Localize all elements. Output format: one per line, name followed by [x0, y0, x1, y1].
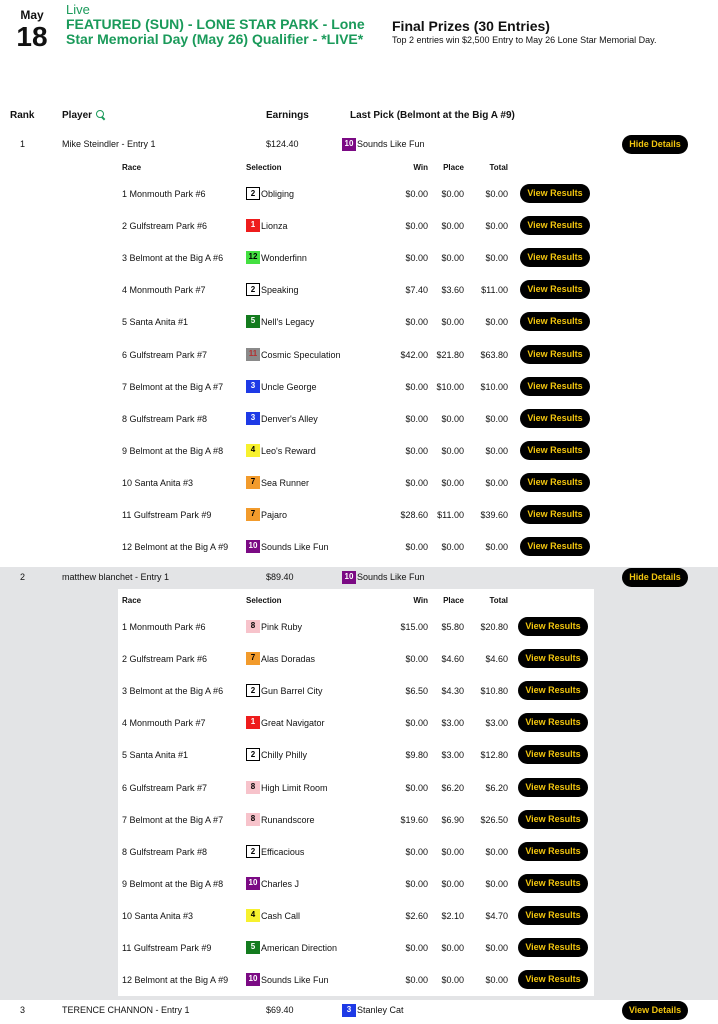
- race-name: 3 Belmont at the Big A #6: [122, 686, 224, 697]
- race-row: [118, 739, 594, 771]
- place-amount: $0.00: [441, 317, 464, 328]
- win-amount: $7.40: [405, 285, 428, 296]
- event-title: FEATURED (SUN) - LONE STAR PARK - Lone Star Memorial Day (May 26) Qualifier - *LIVE*: [66, 16, 365, 47]
- place-column-header: Place: [443, 163, 464, 172]
- selection-horse: Sounds Like Fun: [261, 975, 329, 986]
- program-number-badge: 2: [246, 845, 260, 858]
- win-amount: $0.00: [405, 221, 428, 232]
- prize-title: Final Prizes (30 Entries): [392, 18, 550, 34]
- program-number-badge: 8: [246, 813, 260, 826]
- race-name: 2 Gulfstream Park #6: [122, 654, 208, 665]
- program-number-badge: 10: [246, 973, 260, 986]
- selection-horse: High Limit Room: [261, 782, 328, 793]
- win-amount: $0.00: [405, 253, 428, 264]
- program-number-badge: 12: [246, 251, 260, 264]
- player-earnings: $69.40: [266, 1005, 294, 1015]
- place-amount: $4.60: [441, 654, 464, 665]
- program-number-badge: 7: [246, 652, 260, 665]
- view-results-button[interactable]: View Results: [518, 874, 588, 893]
- race-row: [118, 210, 594, 242]
- toggle-details-button[interactable]: Hide Details: [622, 568, 688, 587]
- prize-info: [392, 18, 712, 45]
- race-name: 9 Belmont at the Big A #8: [122, 445, 224, 456]
- selection-horse: Speaking: [261, 285, 299, 296]
- program-number-badge: 4: [246, 444, 260, 457]
- event-info: [66, 2, 366, 47]
- place-amount: $3.00: [441, 750, 464, 761]
- program-number-badge: 10: [246, 877, 260, 890]
- view-results-button[interactable]: View Results: [518, 842, 588, 861]
- win-amount: $2.60: [405, 910, 428, 921]
- player-row: [0, 1000, 718, 1022]
- view-results-button[interactable]: View Results: [518, 745, 588, 764]
- total-column-header: Total: [489, 596, 508, 605]
- win-amount: $0.00: [405, 542, 428, 553]
- last-pick-horse: Sounds Like Fun: [357, 138, 425, 149]
- player-name: matthew blanchet - Entry 1: [62, 572, 170, 582]
- win-amount: $0.00: [405, 477, 428, 488]
- race-column-header: Race: [122, 163, 142, 172]
- race-name: 11 Gulfstream Park #9: [122, 510, 212, 520]
- place-amount: $3.00: [441, 718, 464, 729]
- place-column-header: Place: [443, 596, 464, 605]
- rank-column-header: Rank: [10, 110, 35, 121]
- selection-horse: Lionza: [261, 221, 288, 232]
- place-amount: $0.00: [441, 413, 464, 424]
- selection-horse: Charles J: [261, 878, 300, 889]
- view-results-button[interactable]: View Results: [520, 377, 590, 396]
- event-status: Live: [66, 2, 90, 17]
- race-row: [118, 178, 594, 210]
- event-date: [10, 8, 54, 51]
- program-number-badge: 10: [246, 540, 260, 553]
- last-pick-column-header: Last Pick (Belmont at the Big A #9): [350, 110, 515, 121]
- details-header: [118, 589, 594, 611]
- total-amount: $12.80: [480, 750, 508, 761]
- selection-horse: Uncle George: [261, 381, 317, 392]
- last-pick: [342, 1004, 404, 1017]
- view-results-button[interactable]: View Results: [520, 216, 590, 235]
- player-row: [0, 134, 718, 156]
- details-header: [118, 156, 594, 178]
- total-amount: $0.00: [485, 975, 508, 986]
- total-amount: $20.80: [480, 622, 508, 632]
- win-amount: $0.00: [405, 654, 428, 665]
- win-amount: $0.00: [405, 189, 428, 199]
- player-rank: 2: [20, 572, 26, 582]
- race-row: [118, 403, 594, 435]
- place-amount: $2.10: [441, 910, 464, 921]
- race-name: 7 Belmont at the Big A #7: [122, 814, 224, 825]
- race-name: 10 Santa Anita #3: [122, 910, 194, 921]
- selection-horse: Chilly Philly: [261, 750, 308, 761]
- player-column-label: Player: [62, 110, 93, 121]
- place-amount: $0.00: [441, 477, 464, 488]
- total-column-header: Total: [489, 163, 508, 172]
- prize-description: Top 2 entries win $2,500 Entry to May 26 Lone Star Memorial Day.: [392, 35, 657, 45]
- place-amount: $3.60: [441, 285, 464, 296]
- player-row: [0, 567, 718, 589]
- race-row: [118, 371, 594, 403]
- race-name: 8 Gulfstream Park #8: [122, 413, 208, 424]
- win-amount: $6.50: [405, 686, 428, 697]
- race-row: [118, 467, 594, 499]
- win-amount: $0.00: [405, 846, 428, 857]
- total-amount: $10.00: [480, 381, 508, 392]
- place-amount: $0.00: [441, 189, 464, 199]
- place-amount: $0.00: [441, 253, 464, 264]
- program-number-badge: 10: [342, 138, 356, 151]
- leaderboard-header: [0, 110, 718, 126]
- win-amount: $0.00: [405, 445, 428, 456]
- race-row: [118, 339, 594, 371]
- win-amount: $0.00: [405, 718, 428, 729]
- player-earnings: $89.40: [266, 572, 294, 582]
- selection-horse: Leo's Reward: [261, 445, 316, 456]
- race-name: 6 Gulfstream Park #7: [122, 349, 208, 360]
- view-results-button[interactable]: View Results: [518, 778, 588, 797]
- place-amount: $0.00: [441, 846, 464, 857]
- view-results-button[interactable]: View Results: [518, 906, 588, 925]
- total-amount: $0.00: [485, 846, 508, 857]
- total-amount: $0.00: [485, 189, 508, 199]
- total-amount: $63.80: [480, 349, 508, 360]
- race-name: 3 Belmont at the Big A #6: [122, 253, 224, 264]
- selection-horse: Denver's Alley: [261, 413, 318, 424]
- program-number-badge: 5: [246, 315, 260, 328]
- view-results-button[interactable]: View Results: [520, 537, 590, 556]
- player-rank: 3: [20, 1005, 26, 1015]
- win-amount: $42.00: [400, 349, 428, 360]
- win-column-header: Win: [413, 596, 428, 605]
- player-entry: [0, 567, 718, 1000]
- program-number-badge: 5: [246, 941, 260, 954]
- player-name: TERENCE CHANNON - Entry 1: [62, 1005, 190, 1015]
- selection-column-header: Selection: [246, 163, 282, 172]
- total-amount: $0.00: [485, 542, 508, 553]
- race-row: [118, 707, 594, 739]
- program-number-badge: 8: [246, 620, 260, 633]
- program-number-badge: 1: [246, 219, 260, 232]
- race-row: [118, 531, 594, 563]
- view-results-button[interactable]: View Results: [518, 649, 588, 668]
- place-amount: $5.80: [441, 622, 464, 632]
- place-amount: $0.00: [441, 445, 464, 456]
- player-entry: [0, 134, 718, 567]
- program-number-badge: 1: [246, 716, 260, 729]
- view-results-button[interactable]: View Results: [520, 345, 590, 364]
- race-name: 6 Gulfstream Park #7: [122, 782, 208, 793]
- race-row: [118, 772, 594, 804]
- toggle-details-button[interactable]: Hide Details: [622, 135, 688, 154]
- view-results-button[interactable]: View Results: [520, 312, 590, 331]
- total-amount: $4.60: [485, 654, 508, 665]
- view-results-button[interactable]: View Results: [518, 970, 588, 989]
- race-name: 9 Belmont at the Big A #8: [122, 878, 224, 889]
- race-row: [118, 274, 594, 306]
- program-number-badge: 3: [246, 380, 260, 393]
- race-row: [118, 643, 594, 675]
- view-results-button[interactable]: View Results: [518, 681, 588, 700]
- selection-horse: Runandscore: [261, 814, 315, 825]
- selection-horse: Sounds Like Fun: [261, 542, 329, 553]
- race-name: 8 Gulfstream Park #8: [122, 846, 208, 857]
- entry-details-panel: [118, 589, 594, 996]
- total-amount: $39.60: [480, 510, 508, 520]
- event-month: May: [20, 8, 44, 22]
- place-amount: $11.00: [437, 510, 464, 520]
- win-amount: $15.00: [400, 622, 428, 632]
- race-row: [118, 675, 594, 707]
- selection-horse: Pajaro: [261, 510, 288, 520]
- win-column-header: Win: [413, 163, 428, 172]
- total-amount: $0.00: [485, 878, 508, 889]
- program-number-badge: 7: [246, 476, 260, 489]
- program-number-badge: 3: [342, 1004, 356, 1017]
- total-amount: $0.00: [485, 413, 508, 424]
- program-number-badge: 2: [246, 283, 260, 296]
- place-amount: $10.00: [436, 381, 464, 392]
- total-amount: $26.50: [480, 814, 508, 825]
- selection-horse: Sea Runner: [261, 477, 310, 488]
- view-results-button[interactable]: View Results: [520, 184, 590, 203]
- total-amount: $0.00: [485, 317, 508, 328]
- race-name: 10 Santa Anita #3: [122, 477, 194, 488]
- total-amount: $0.00: [485, 943, 508, 953]
- selection-horse: Nell's Legacy: [261, 317, 315, 328]
- place-amount: $6.90: [441, 814, 464, 825]
- total-amount: $6.20: [485, 782, 508, 793]
- program-number-badge: 2: [246, 684, 260, 697]
- race-row: [118, 242, 594, 274]
- view-results-button[interactable]: View Results: [518, 810, 588, 829]
- event-header: [0, 0, 718, 70]
- player-entry: [0, 1000, 718, 1024]
- view-results-button[interactable]: View Results: [520, 441, 590, 460]
- selection-horse: Wonderfinn: [261, 253, 307, 264]
- search-icon[interactable]: [96, 110, 106, 120]
- view-results-button[interactable]: View Results: [518, 617, 588, 636]
- race-column-header: Race: [122, 596, 142, 605]
- win-amount: $0.00: [405, 943, 428, 953]
- race-name: 4 Monmouth Park #7: [122, 285, 206, 296]
- view-results-button[interactable]: View Results: [520, 505, 590, 524]
- race-name: 1 Monmouth Park #6: [122, 189, 206, 199]
- program-number-badge: 10: [342, 571, 356, 584]
- total-amount: $10.80: [480, 686, 508, 697]
- place-amount: $0.00: [441, 975, 464, 986]
- program-number-badge: 7: [246, 508, 260, 521]
- race-row: [118, 964, 594, 996]
- race-row: [118, 804, 594, 836]
- place-amount: $21.80: [436, 349, 464, 360]
- place-amount: $0.00: [441, 542, 464, 553]
- race-row: [118, 306, 594, 338]
- last-pick: [342, 571, 425, 584]
- player-column-header: [62, 110, 92, 121]
- view-results-button[interactable]: View Results: [520, 280, 590, 299]
- place-amount: $0.00: [441, 878, 464, 889]
- total-amount: $11.00: [481, 285, 508, 296]
- earnings-column-header: Earnings: [266, 110, 309, 121]
- race-row: [118, 836, 594, 868]
- view-results-button[interactable]: View Results: [518, 713, 588, 732]
- selection-horse: Great Navigator: [261, 718, 325, 729]
- race-name: 2 Gulfstream Park #6: [122, 221, 208, 232]
- event-day: 18: [16, 21, 48, 52]
- selection-horse: American Direction: [261, 943, 338, 953]
- win-amount: $19.60: [400, 814, 428, 825]
- win-amount: $0.00: [405, 413, 428, 424]
- program-number-badge: 4: [246, 909, 260, 922]
- race-row: [118, 932, 594, 964]
- total-amount: $0.00: [485, 445, 508, 456]
- player-name: Mike Steindler - Entry 1: [62, 139, 156, 149]
- win-amount: $0.00: [405, 317, 428, 328]
- total-amount: $4.70: [485, 910, 508, 921]
- selection-horse: Gun Barrel City: [261, 686, 323, 697]
- entry-details-panel: [118, 156, 594, 563]
- race-name: 11 Gulfstream Park #9: [122, 943, 212, 953]
- last-pick: [342, 138, 425, 151]
- selection-horse: Cosmic Speculation: [261, 349, 341, 360]
- race-name: 5 Santa Anita #1: [122, 317, 189, 328]
- view-results-button[interactable]: View Results: [520, 409, 590, 428]
- program-number-badge: 8: [246, 781, 260, 794]
- program-number-badge: 11: [246, 348, 260, 361]
- race-name: 7 Belmont at the Big A #7: [122, 381, 224, 392]
- player-earnings: $124.40: [266, 139, 299, 149]
- program-number-badge: 2: [246, 748, 260, 761]
- player-rank: 1: [20, 139, 26, 149]
- win-amount: $0.00: [405, 878, 428, 889]
- total-amount: $0.00: [485, 221, 508, 232]
- race-row: [118, 499, 594, 531]
- last-pick-horse: Sounds Like Fun: [357, 571, 425, 582]
- race-row: [118, 868, 594, 900]
- win-amount: $0.00: [405, 782, 428, 793]
- total-amount: $0.00: [485, 253, 508, 264]
- race-name: 4 Monmouth Park #7: [122, 718, 206, 729]
- toggle-details-button[interactable]: View Details: [622, 1001, 688, 1020]
- race-row: [118, 435, 594, 467]
- total-amount: $0.00: [485, 477, 508, 488]
- race-name: 5 Santa Anita #1: [122, 750, 189, 761]
- program-number-badge: 3: [246, 412, 260, 425]
- total-amount: $3.00: [485, 718, 508, 729]
- selection-horse: Cash Call: [261, 910, 301, 921]
- win-amount: $0.00: [405, 381, 428, 392]
- program-number-badge: 2: [246, 187, 260, 200]
- selection-horse: Obliging: [261, 189, 295, 199]
- win-amount: $28.60: [400, 510, 428, 520]
- last-pick-horse: Stanley Cat: [357, 1004, 404, 1015]
- race-row: [118, 611, 594, 643]
- win-amount: $0.00: [405, 975, 428, 986]
- view-results-button[interactable]: View Results: [520, 248, 590, 267]
- selection-horse: Efficacious: [261, 846, 305, 857]
- selection-column-header: Selection: [246, 596, 282, 605]
- place-amount: $0.00: [441, 943, 464, 953]
- race-name: 12 Belmont at the Big A #9: [122, 542, 229, 553]
- view-results-button[interactable]: View Results: [520, 473, 590, 492]
- place-amount: $0.00: [441, 221, 464, 232]
- race-name: 1 Monmouth Park #6: [122, 622, 206, 632]
- race-name: 12 Belmont at the Big A #9: [122, 975, 229, 986]
- view-results-button[interactable]: View Results: [518, 938, 588, 957]
- place-amount: $4.30: [441, 686, 464, 697]
- place-amount: $6.20: [441, 782, 464, 793]
- race-row: [118, 900, 594, 932]
- selection-horse: Alas Doradas: [261, 654, 316, 665]
- selection-horse: Pink Ruby: [261, 622, 303, 632]
- win-amount: $9.80: [405, 750, 428, 761]
